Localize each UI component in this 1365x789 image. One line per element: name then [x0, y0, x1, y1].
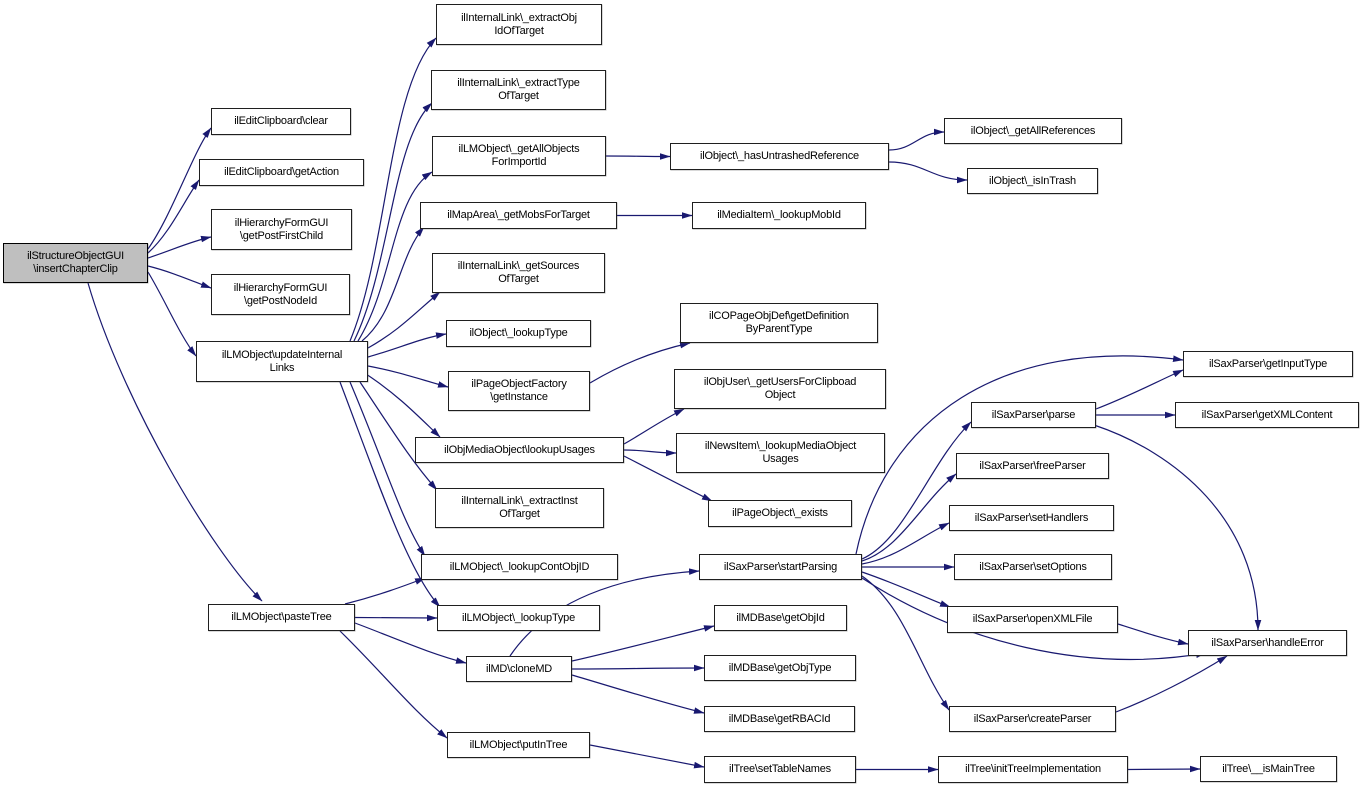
edge-lookupUsages-getUsersForClipboadObject: [624, 409, 684, 444]
node-initTreeImplementation[interactable]: [938, 756, 1128, 783]
node-pageObjectExists[interactable]: [708, 500, 852, 527]
node-label-line: ilLMObject\_lookupType: [462, 611, 575, 624]
node-label-line: ilEditClipboard\getAction: [224, 166, 339, 178]
edge-pasteTree-putInTree: [340, 631, 447, 738]
node-label-line: \getPostFirstChild: [239, 229, 324, 242]
node-label-line: ilMDBase\getRBACId: [728, 712, 831, 725]
edge-insertChapterClip-pasteTree: [88, 283, 262, 601]
edge-insertChapterClip-updateInternalLinks: [148, 272, 196, 356]
node-label-line: ilObject\_getAllReferences: [970, 124, 1096, 137]
node-label-line: ilSaxParser\setHandlers: [974, 511, 1089, 524]
node-insertChapterClip: [3, 243, 148, 283]
node-getMobsForTarget[interactable]: [420, 202, 617, 229]
node-openXMLFile[interactable]: [947, 606, 1118, 633]
node-label-line: ilTree\initTreeImplementation: [965, 763, 1101, 775]
node-label-line: ilObject\_hasUntrashedReference: [700, 150, 859, 162]
node-label-line: IdOfTarget: [494, 24, 544, 37]
node-label-line: OfTarget: [498, 273, 539, 285]
node-label-line: ilInternalLink\_extractType: [457, 77, 580, 89]
node-getDefinitionByParentType[interactable]: [680, 303, 878, 343]
node-getAction[interactable]: [199, 159, 364, 186]
node-setTableNames[interactable]: [704, 756, 856, 783]
edge-parse-handleError: [1094, 425, 1258, 630]
node-label-line: ilStructureObjectGUI: [27, 250, 124, 262]
node-getUsersForClipboadObject[interactable]: [674, 369, 886, 409]
edge-updateInternalLinks-objLookupType: [368, 334, 446, 357]
node-clear[interactable]: [211, 108, 351, 135]
node-label-line: \getPostNodeId: [243, 294, 318, 307]
node-label-line: OfTarget: [498, 90, 539, 102]
node-label-line: ByParentType: [745, 323, 813, 335]
node-getInstance[interactable]: [448, 371, 590, 411]
node-label-line: Usages: [762, 453, 799, 465]
node-setOptions[interactable]: [954, 554, 1112, 580]
node-label-line: ilHierarchyFormGUI: [234, 216, 329, 229]
node-lookupUsages[interactable]: [415, 437, 624, 463]
node-objLookupType[interactable]: [446, 320, 591, 347]
node-label-line: OfTarget: [499, 508, 540, 520]
node-label-line: ilSaxParser\setOptions: [979, 560, 1087, 573]
edge-startParsing-freeParser: [862, 474, 956, 561]
node-label-line: ilMDBase\getObjType: [728, 661, 832, 674]
node-label-line: ilObject\_lookupType: [469, 327, 568, 339]
node-label-line: \insertChapterClip: [33, 263, 118, 275]
node-label-line: ilMediaItem\_lookupMobId: [717, 209, 841, 221]
node-isMainTree[interactable]: [1200, 756, 1337, 782]
edge-pasteTree-lmLookupType: [355, 618, 437, 619]
node-label-line: ilTree\__isMainTree: [1222, 762, 1315, 775]
node-label-line: ilObjUser\_getUsersForClipboad: [703, 376, 857, 388]
node-parse[interactable]: [971, 402, 1096, 428]
node-label-line: ilLMObject\_lookupContObjID: [449, 560, 590, 573]
node-label-line: ilLMObject\pasteTree: [231, 611, 332, 623]
node-label-line: ilMapArea\_getMobsForTarget: [447, 209, 590, 221]
node-getObjId[interactable]: [714, 605, 847, 631]
edge-startParsing-createParser: [862, 576, 949, 710]
edge-createParser-handleError: [1116, 656, 1227, 712]
edge-updateInternalLinks-getAllObjectsForImportId: [358, 172, 432, 341]
node-hasUntrashedReference[interactable]: [670, 143, 889, 170]
node-getAllObjectsForImportId[interactable]: [432, 136, 606, 176]
node-label-line: ilSaxParser\getXMLContent: [1201, 408, 1333, 421]
node-handleError[interactable]: [1188, 630, 1347, 656]
edge-pasteTree-lookupContObjID: [345, 578, 425, 604]
node-label-line: ilCOPageObjDef\getDefinition: [709, 310, 849, 322]
node-getSourcesOfTarget[interactable]: [432, 253, 605, 293]
node-label-line: ilLMObject\_getAllObjects: [458, 143, 580, 155]
node-label-line: ilSaxParser\parse: [991, 408, 1076, 421]
node-label-line: ilTree\setTableNames: [729, 763, 831, 775]
node-postFirstChild[interactable]: [211, 209, 352, 250]
edge-cloneMD-getObjId: [572, 626, 714, 661]
node-freeParser[interactable]: [956, 453, 1109, 479]
edge-initTreeImplementation-isMainTree: [1128, 769, 1200, 770]
edge-insertChapterClip-postFirstChild: [148, 237, 211, 258]
node-startParsing[interactable]: [699, 554, 862, 580]
edge-openXMLFile-handleError: [1118, 624, 1188, 644]
edge-updateInternalLinks-lookupContObjID: [350, 382, 425, 556]
node-lookupContObjID[interactable]: [421, 554, 618, 580]
node-lmLookupType[interactable]: [437, 605, 600, 631]
node-label-line: ilObjMediaObject\lookupUsages: [444, 443, 595, 456]
node-label-line: ilInternalLink\_extractObj: [461, 11, 577, 24]
node-getRBACId[interactable]: [704, 706, 855, 732]
edge-insertChapterClip-clear: [148, 128, 211, 249]
edge-insertChapterClip-postNodeId: [148, 266, 211, 288]
node-label-line: ilEditClipboard\clear: [234, 115, 328, 127]
edge-cloneMD-getRBACId: [572, 675, 704, 713]
node-lookupMobId[interactable]: [692, 202, 866, 229]
node-label-line: ilSaxParser\startParsing: [723, 560, 838, 573]
node-isInTrash[interactable]: [967, 168, 1098, 194]
node-label-line: Object: [764, 389, 796, 401]
node-label-line: ilSaxParser\freeParser: [979, 459, 1086, 472]
edge-updateInternalLinks-extractObjId: [350, 38, 436, 341]
node-label-line: ilObject\_isInTrash: [989, 174, 1076, 187]
node-extractType[interactable]: [431, 70, 606, 110]
node-postNodeId[interactable]: [211, 274, 350, 315]
edge-hasUntrashedReference-getAllReferences: [889, 132, 944, 150]
edge-startParsing-openXMLFile: [862, 572, 950, 607]
edge-cloneMD-getObjType: [572, 668, 704, 669]
node-label-line: ilPageObjectFactory: [471, 378, 567, 390]
node-label-line: ilSaxParser\handleError: [1211, 636, 1324, 649]
node-label-line: ilMD\cloneMD: [485, 662, 553, 675]
node-pasteTree[interactable]: [208, 604, 355, 631]
node-label-line: \getInstance: [490, 391, 548, 403]
node-getXMLContent[interactable]: [1175, 402, 1359, 428]
node-label-line: ilInternalLink\_extractInst: [461, 495, 578, 507]
edge-lookupUsages-lookupMediaObjectUsages: [624, 450, 676, 453]
node-label-line: ilNewsItem\_lookupMediaObject: [704, 440, 857, 452]
node-getAllReferences[interactable]: [944, 118, 1122, 144]
node-label-line: ilSaxParser\openXMLFile: [972, 613, 1093, 625]
edge-getAllObjectsForImportId-hasUntrashedReference: [606, 156, 670, 157]
edge-updateInternalLinks-lookupUsages: [366, 374, 440, 437]
node-extractObjId[interactable]: [436, 4, 602, 45]
node-label-line: ForImportId: [491, 156, 547, 168]
node-label-line: ilSaxParser\createParser: [973, 712, 1092, 725]
node-lookupMediaObjectUsages[interactable]: [676, 433, 885, 473]
node-createParser[interactable]: [949, 706, 1116, 732]
node-getInputType[interactable]: [1183, 351, 1353, 377]
node-label-line: ilHierarchyFormGUI: [233, 281, 328, 294]
node-cloneMD[interactable]: [466, 656, 572, 682]
edge-hasUntrashedReference-isInTrash: [889, 162, 967, 180]
node-putInTree[interactable]: [447, 732, 590, 758]
node-extractInst[interactable]: [435, 488, 604, 528]
edge-putInTree-setTableNames: [590, 745, 704, 767]
node-label-line: ilInternalLink\_getSources: [457, 260, 580, 272]
node-label-line: Links: [269, 361, 295, 374]
edge-parse-getInputType: [1096, 370, 1183, 409]
node-label-line: ilPageObject\_exists: [732, 507, 828, 519]
node-label-line: ilMDBase\getObjId: [736, 611, 825, 624]
node-getObjType[interactable]: [704, 655, 856, 681]
node-updateInternalLinks[interactable]: [196, 341, 368, 382]
edge-updateInternalLinks-getSourcesOfTarget: [368, 292, 440, 348]
node-label-line: ilLMObject\putInTree: [469, 738, 568, 751]
node-label-line: ilLMObject\updateInternal: [221, 348, 343, 361]
node-setHandlers[interactable]: [949, 505, 1114, 531]
node-label-line: ilSaxParser\getInputType: [1208, 357, 1328, 370]
